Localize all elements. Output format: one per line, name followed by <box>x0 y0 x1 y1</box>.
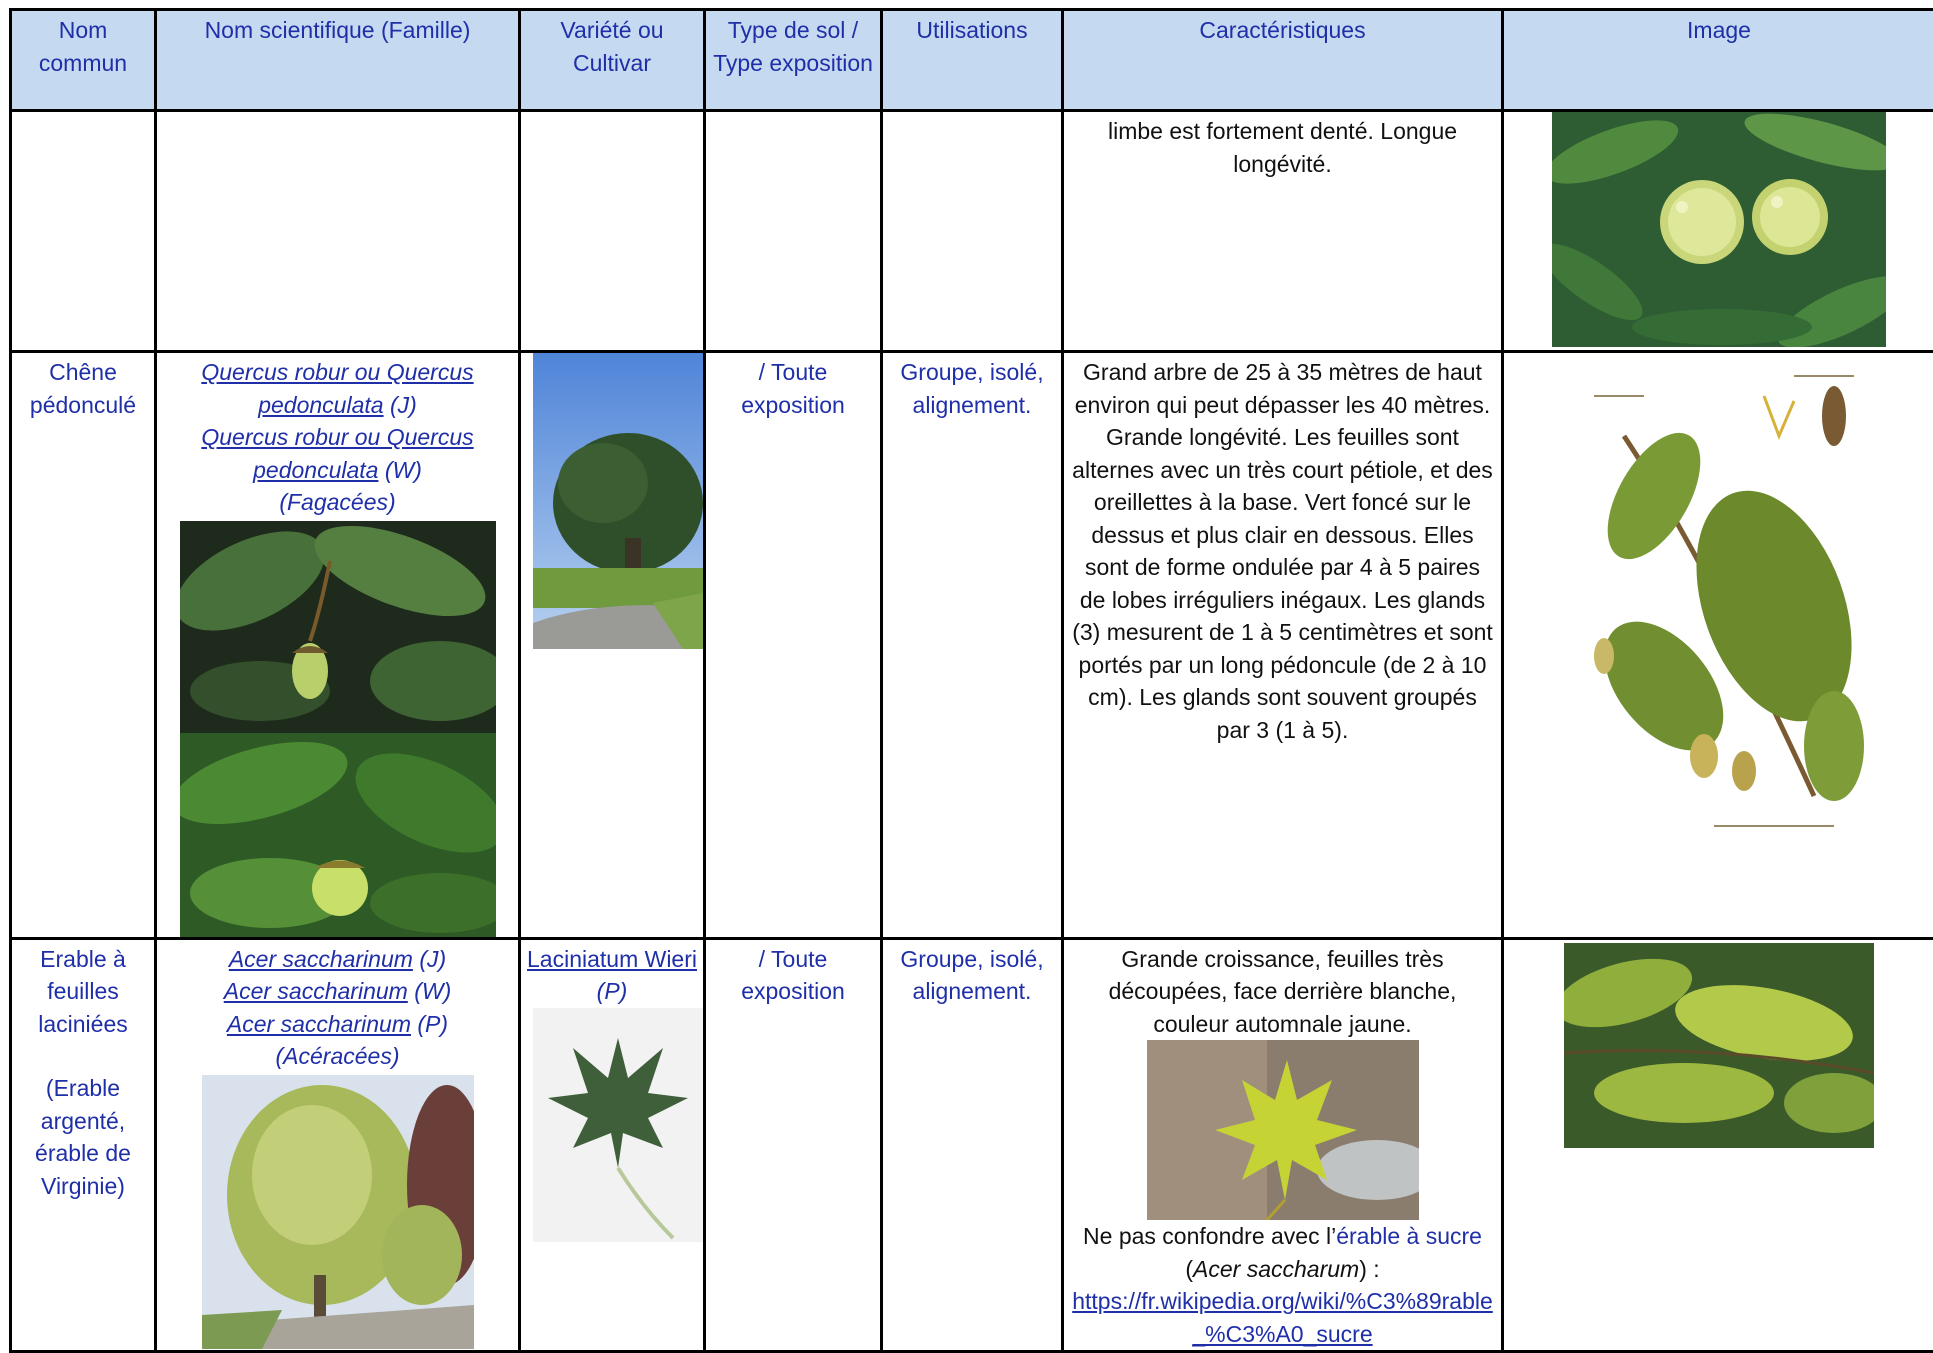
oak-botanical-illustration <box>1564 356 1874 836</box>
maple-tree-alley-photo <box>202 1075 474 1349</box>
quercus-robur-link-w[interactable]: Quercus robur ou Quercus pedonculata <box>201 424 473 483</box>
utilisations-text: Groupe, isolé, alignement. <box>900 359 1043 418</box>
cell-variete <box>520 111 705 352</box>
chestnut-burs-photo <box>1552 112 1886 347</box>
famille-text: (Acéracées) <box>276 1043 400 1069</box>
yellow-maple-leaf-photo <box>1147 1040 1419 1220</box>
header-nom-commun: Nom commun <box>11 10 156 111</box>
source-w: (W) <box>414 978 451 1004</box>
cell-caracteristiques <box>1063 938 1503 1352</box>
acer-saccharinum-link-j[interactable]: Acer saccharinum <box>229 946 413 972</box>
quercus-robur-link-j[interactable]: Quercus robur ou Quercus pedonculata <box>201 359 473 418</box>
table-row <box>11 938 1933 1352</box>
nom-commun-alt-text: (Erable argenté, érable de Virginie) <box>18 1072 148 1202</box>
caracteristiques-text: Grand arbre de 25 à 35 mètres de haut environ qui peut dépasser les 40 mètres. Grande longévité. Les feuilles sont alternes avec un très court pétiole, et des oreillettes à la base. Vert foncé sur le dessus et plus clair en dessous. Elles sont de forme ondulée par 4 à 5 paires de lobes irréguliers inégaux. Les glands (3) mesurent de 1 à 5 centimètres et sont portés par un long pédoncule (de 2 à 10 cm). Les glands sont souvent groupés par 3 (1 à 5). <box>1072 359 1493 743</box>
oak-acorns-photo-2 <box>180 733 496 937</box>
sci-name-line-3 <box>163 1008 512 1041</box>
cultivar-line <box>527 943 697 1008</box>
cell-utilisations <box>882 111 1063 352</box>
oak-tree-photo <box>533 353 703 649</box>
cell-caracteristiques <box>1063 352 1503 939</box>
cell-utilisations <box>882 352 1063 939</box>
header-type-sol: Type de sol / Type exposition <box>705 10 882 111</box>
cell-nom-scientifique <box>156 352 520 939</box>
caracteristiques-text: Grande croissance, feuilles très découpées, face derrière blanche, couleur automnale jaune. <box>1070 943 1495 1041</box>
cell-sol <box>705 111 882 352</box>
source-j: (J) <box>390 392 417 418</box>
cell-caracteristiques <box>1063 111 1503 352</box>
header-variete: Variété ou Cultivar <box>520 10 705 111</box>
famille-text: (Fagacées) <box>279 489 395 515</box>
cell-utilisations <box>882 938 1063 1352</box>
cell-image <box>1503 938 1933 1352</box>
cell-nom-scientifique <box>156 111 520 352</box>
sci-name-line-1 <box>163 356 512 421</box>
sci-name-line-1 <box>163 943 512 976</box>
cell-variete <box>520 938 705 1352</box>
header-image: Image <box>1503 10 1933 111</box>
oak-acorns-photo-1 <box>180 521 496 733</box>
nom-commun-text: Chêne pédonculé <box>30 359 136 418</box>
laciniatum-wieri-link[interactable]: Laciniatum Wieri <box>527 946 697 972</box>
acer-saccharinum-link-w[interactable]: Acer saccharinum <box>224 978 408 1004</box>
cell-nom-scientifique <box>156 938 520 1352</box>
maple-foliage-photo <box>1564 943 1874 1148</box>
sci-name-line-2 <box>163 975 512 1008</box>
source-j: (J) <box>419 946 446 972</box>
sci-name-line-2 <box>163 421 512 486</box>
source-w: (W) <box>385 457 422 483</box>
wikipedia-url-link[interactable]: https://fr.wikipedia.org/wiki/%C3%89rable_%C3%A0_sucre <box>1072 1288 1493 1347</box>
nom-commun-text: Erable à feuilles laciniées <box>18 943 148 1041</box>
header-utilisations: Utilisations <box>882 10 1063 111</box>
header-caracteristiques: Caractéristiques <box>1063 10 1503 111</box>
header-nom-scientifique: Nom scientifique (Famille) <box>156 10 520 111</box>
cultivar-source: (P) <box>597 978 628 1004</box>
table-row <box>11 111 1933 352</box>
sol-text: / Toute exposition <box>741 946 845 1005</box>
header-row <box>11 10 1933 111</box>
cell-image <box>1503 111 1933 352</box>
cell-sol <box>705 938 882 1352</box>
erable-a-sucre-link[interactable]: érable à sucre <box>1336 1223 1482 1249</box>
caracteristiques-text: limbe est fortement denté. Longue longévité. <box>1108 118 1457 177</box>
cell-nom-commun <box>11 938 156 1352</box>
table-row <box>11 352 1933 939</box>
cell-image <box>1503 352 1933 939</box>
cell-nom-commun <box>11 111 156 352</box>
utilisations-text: Groupe, isolé, alignement. <box>900 946 1043 1005</box>
acer-saccharinum-link-p[interactable]: Acer saccharinum <box>227 1011 411 1037</box>
cell-variete <box>520 352 705 939</box>
source-p: (P) <box>417 1011 448 1037</box>
maple-leaf-photo <box>533 1008 703 1242</box>
sol-text: / Toute exposition <box>741 359 845 418</box>
plants-table <box>9 8 1933 1353</box>
cell-nom-commun <box>11 352 156 939</box>
cell-sol <box>705 352 882 939</box>
confusion-note: Ne pas confondre avec l’érable à sucre (Acer saccharum) : <box>1070 1220 1495 1285</box>
